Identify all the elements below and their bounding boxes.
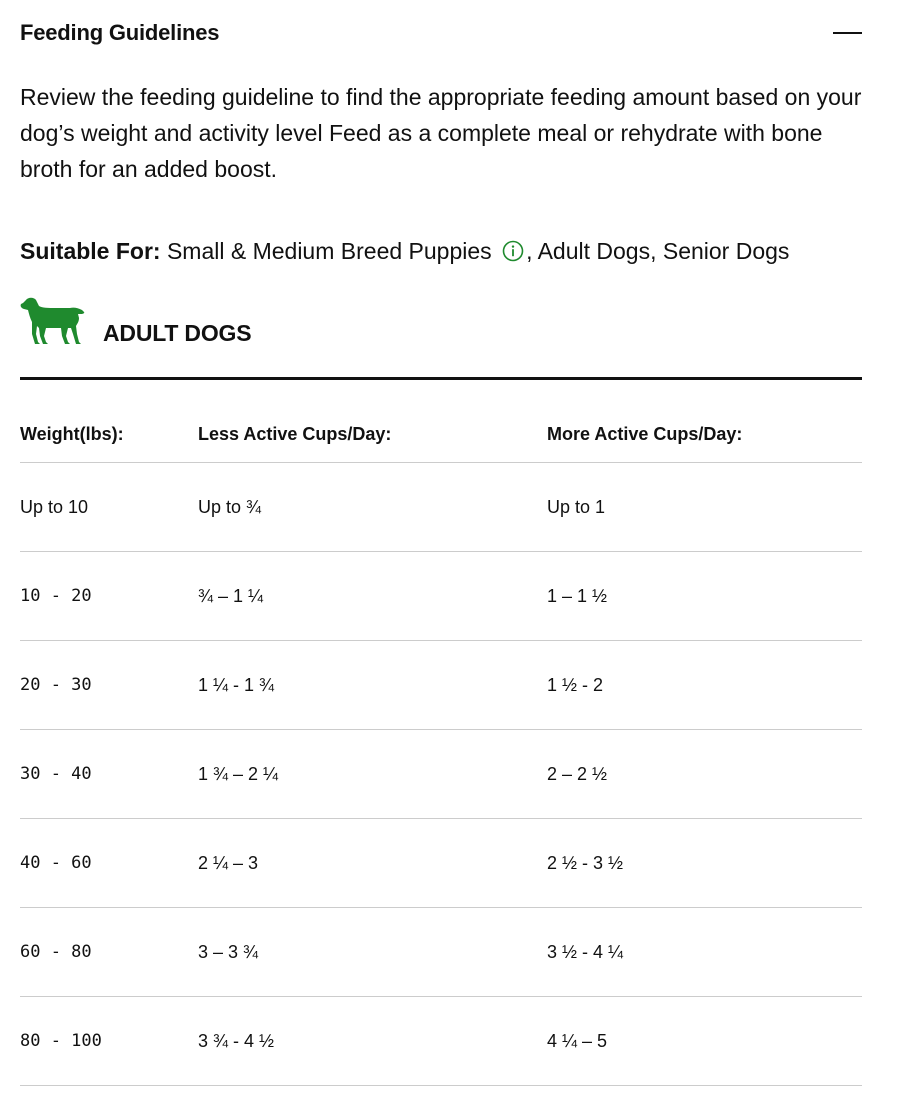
less-active-cell: 3 – 3 ¾: [198, 941, 259, 962]
collapse-button[interactable]: [832, 18, 862, 48]
suitable-puppies-text: Small & Medium Breed Puppies: [160, 238, 492, 264]
less-active-cell: 1 ¼ - 1 ¾: [198, 674, 275, 695]
less-active-cell: 1 ¾ – 2 ¼: [198, 763, 279, 784]
suitable-for-label: Suitable For:: [20, 238, 161, 264]
minus-icon: [833, 32, 862, 34]
adult-dogs-title: ADULT DOGS: [103, 320, 252, 346]
suitable-other-text: , Adult Dogs, Senior Dogs: [526, 238, 790, 264]
weight-cell: 40 - 60: [20, 853, 92, 873]
feeding-description: Review the feeding guideline to find the appropriate feeding amount based on your dog’s weight and activity level Feed as a complete meal or rehydrate with bone broth for an added boost.: [20, 84, 862, 182]
weight-cell: 20 - 30: [20, 675, 92, 695]
weight-value: Up to 10: [20, 496, 89, 517]
more-active-cell: 4 ¼ – 5: [547, 1030, 608, 1051]
weight-cell: 30 - 40: [20, 764, 92, 784]
dog-silhouette-icon: [20, 296, 86, 348]
feeding-table: [20, 407, 862, 1086]
less-active-cell: ¾ – 1 ¼: [198, 585, 264, 606]
more-active-cell: 1 – 1 ½: [547, 585, 608, 606]
less-active-cell: Up to ¾: [198, 496, 262, 517]
weight-cell: 60 - 80: [20, 942, 92, 962]
more-active-cell: Up to 1: [547, 496, 606, 517]
table-header-row: [20, 407, 862, 463]
table-row: [20, 552, 862, 641]
weight-cell: 80 - 100: [20, 1031, 102, 1051]
suitable-for-line: [20, 234, 880, 268]
more-active-cell: 2 ½ - 3 ½: [547, 852, 624, 873]
table-row: [20, 641, 862, 730]
section-divider: [20, 377, 862, 380]
more-active-cell: 2 – 2 ½: [547, 763, 608, 784]
more-active-cell: 1 ½ - 2: [547, 674, 604, 695]
less-active-cell: 3 ¾ - 4 ½: [198, 1030, 275, 1051]
weight-cell: [20, 497, 198, 518]
more-active-cell: 3 ½ - 4 ¼: [547, 941, 624, 962]
info-circle-icon[interactable]: [502, 240, 524, 262]
less-active-cell: 2 ¼ – 3: [198, 852, 259, 873]
table-row: [20, 997, 862, 1086]
header-weight: Weight(lbs):: [20, 424, 124, 444]
section-title: Feeding Guidelines: [20, 20, 220, 45]
accordion-header[interactable]: [20, 16, 862, 50]
weight-cell: 10 - 20: [20, 586, 92, 606]
header-less-active: Less Active Cups/Day:: [198, 424, 392, 444]
adult-dogs-heading: [20, 296, 420, 352]
table-row: [20, 730, 862, 819]
table-row: [20, 908, 862, 997]
table-row: [20, 463, 862, 552]
header-more-active: More Active Cups/Day:: [547, 424, 743, 444]
table-row: [20, 819, 862, 908]
